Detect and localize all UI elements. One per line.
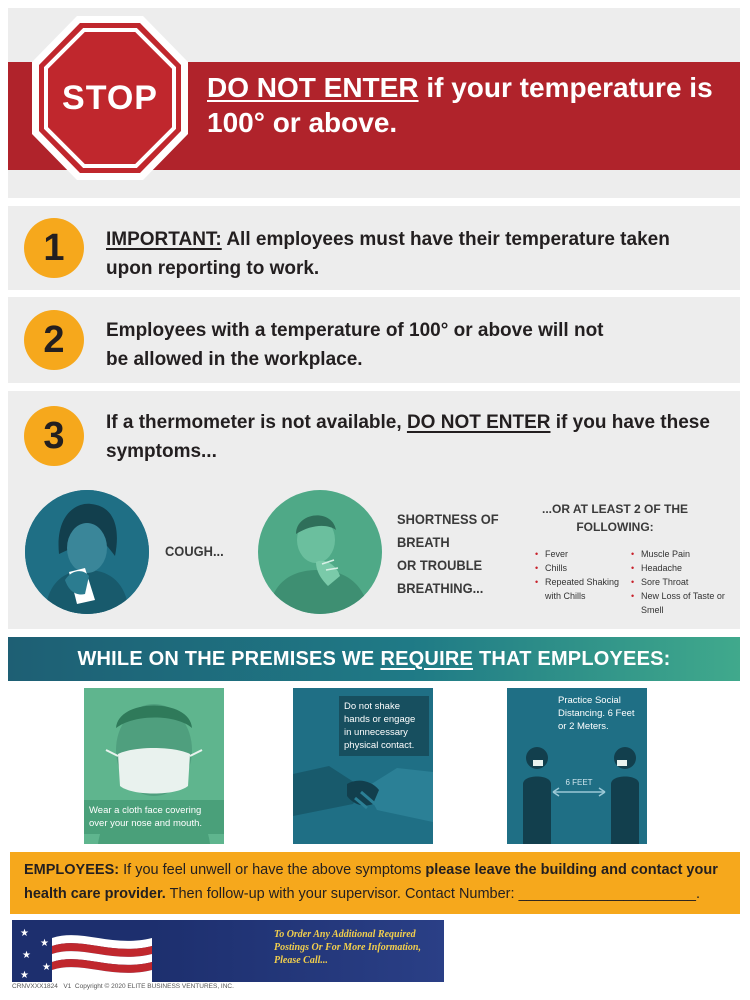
- symptom-item: • New Loss of Taste or Smell: [631, 589, 731, 617]
- step-1-text: [106, 225, 716, 283]
- distance-label: 6 FEET: [565, 778, 593, 787]
- svg-text:★: ★: [40, 938, 49, 949]
- step-1-lead: IMPORTANT:: [106, 229, 222, 250]
- us-flag-icon: [12, 920, 152, 982]
- copyright-text: Copyright © 2020 ELITE BUSINESS VENTURES, INC.: [74, 983, 234, 990]
- order-info: To Order Any Additional Required Postings Or For More Information, Please Call...: [152, 920, 444, 982]
- product-code: CRNVXXX1824: [12, 983, 58, 990]
- header-warning-underlined: DO NOT ENTER: [207, 72, 419, 103]
- step-2-number: 2: [24, 310, 84, 370]
- step-3-text-underlined: DO NOT ENTER: [406, 412, 551, 433]
- symptom-list-right: [631, 547, 731, 617]
- mask-tile: [84, 688, 224, 844]
- breathing-illustration: [258, 490, 382, 614]
- notice-text-1: If you feel unwell or have the above symptoms: [119, 862, 426, 878]
- premises-heading-underlined: REQUIRE: [380, 647, 474, 670]
- premises-heading: [8, 637, 740, 681]
- step-3-text: [106, 408, 716, 466]
- symptom-list-heading-line-2: FOLLOWING:: [576, 520, 654, 534]
- version-label: V1: [63, 983, 72, 990]
- step-3-text-after: if you have these symptoms...: [106, 412, 710, 462]
- symptom-item: • Muscle Pain: [631, 547, 731, 561]
- premises-heading-before: WHILE ON THE PREMISES WE: [77, 647, 375, 670]
- premises-heading-after: THAT EMPLOYEES:: [479, 647, 671, 670]
- handshake-caption: Do not shake hands or engage in unnecessary physical contact.: [339, 696, 429, 756]
- mask-caption: Wear a cloth face covering over your nose and mouth.: [84, 800, 224, 834]
- header-warning-rest: if your temperature is 100° or above.: [207, 72, 713, 138]
- copyright-line: [12, 983, 234, 990]
- svg-text:★: ★: [20, 928, 29, 939]
- stop-sign-label: STOP: [62, 78, 158, 117]
- cough-illustration: [25, 490, 149, 614]
- step-3-text-before: If a thermometer is not available,: [106, 412, 407, 433]
- step-1-number: 1: [24, 218, 84, 278]
- handshake-tile: [293, 688, 433, 844]
- contact-number-blank: ______________________: [518, 886, 696, 902]
- symptom-item: • Repeated Shaking with Chills: [535, 575, 627, 603]
- breath-label-line-2: BREATH: [397, 534, 450, 550]
- distancing-tile: [507, 688, 647, 844]
- employees-notice: [10, 852, 740, 914]
- symptom-item: • Sore Throat: [631, 575, 731, 589]
- notice-end: .: [696, 886, 701, 902]
- symptom-item: • Headache: [631, 561, 731, 575]
- breath-label-line-1: SHORTNESS OF: [397, 511, 499, 527]
- symptom-item: • Chills: [535, 561, 627, 575]
- notice-bold: please leave the building and contact your health care provider.: [24, 862, 718, 902]
- svg-text:★: ★: [20, 970, 29, 981]
- step-3-number: 3: [24, 406, 84, 466]
- step-1-body: All employees must have their temperature taken upon reporting to work.: [106, 229, 670, 279]
- symptom-list-heading: [540, 500, 690, 536]
- distancing-caption: Practice Social Distancing. 6 Feet or 2 Meters.: [553, 690, 645, 737]
- step-2-text: Employees with a temperature of 100° or above will not be allowed in the workplace.: [106, 320, 604, 370]
- notice-lead: EMPLOYEES:: [24, 862, 120, 878]
- symptom-list-left: [535, 547, 627, 603]
- cough-label: COUGH...: [165, 543, 224, 559]
- symptom-list-heading-line-1: ...OR AT LEAST 2 OF THE: [541, 502, 688, 516]
- header-warning: [207, 70, 727, 140]
- svg-text:★: ★: [22, 950, 31, 961]
- notice-text-2: Then follow-up with your supervisor. Contact Number:: [165, 886, 519, 902]
- breath-label: [397, 508, 499, 600]
- breath-label-line-4: BREATHING...: [397, 580, 484, 596]
- symptom-item: • Fever: [535, 547, 627, 561]
- svg-text:★: ★: [42, 962, 51, 973]
- breath-label-line-3: OR TROUBLE: [397, 557, 483, 573]
